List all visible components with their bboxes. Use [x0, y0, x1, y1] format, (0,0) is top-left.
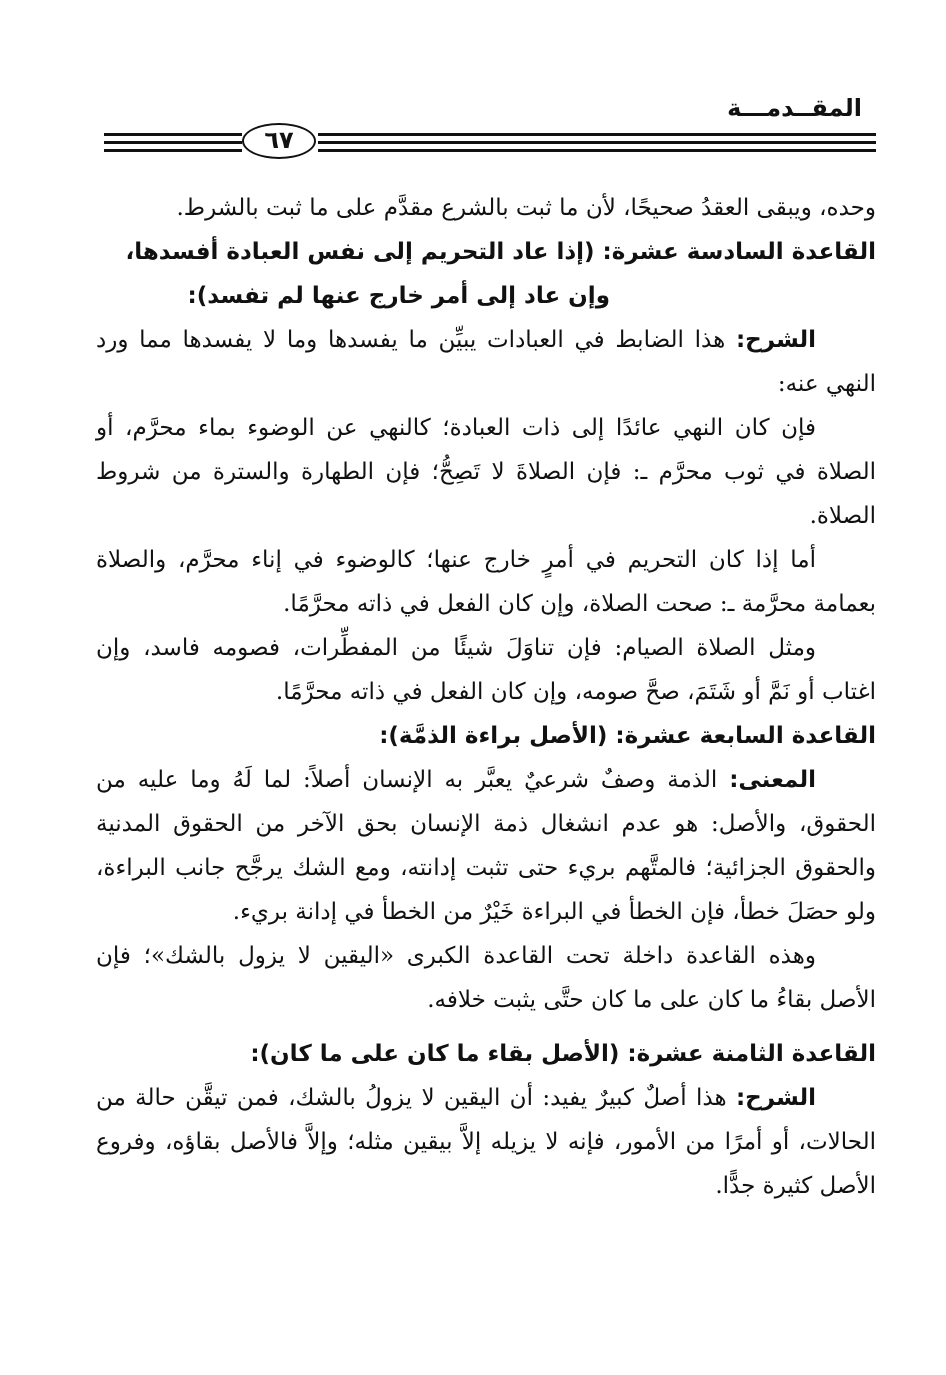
rule-16-heading	[96, 230, 876, 318]
rule-17-heading: القاعدة السابعة عشرة: (الأصل براءة الذمَّة):	[379, 723, 876, 749]
header-rule	[318, 149, 876, 152]
paragraph-text: هذا الضابط في العبادات يبيِّن ما يفسدها وما لا يفسدها مما ورد النهي عنه:	[96, 327, 876, 397]
paragraph	[96, 318, 876, 406]
paragraph-lead: الشرح:	[735, 327, 816, 353]
paragraph-lead: الشرح:	[735, 1085, 816, 1111]
paragraph: فإن كان النهي عائدًا إلى ذات العبادة؛ كالنهي عن الوضوء بماء محرَّم، أو الصلاة في ثوب محرَّم ـ: فإن الصلاةَ لا تَصِحُّ؛ فإن الطهارة والسترة من شروط الصلاة.	[96, 415, 876, 529]
rule-16-heading-line-2: وإن عاد إلى أمر خارج عنها لم تفسد):	[187, 283, 610, 309]
paragraph-text: الذمة وصفٌ شرعيٌ يعبَّر به الإنسان أصلاً: لما لَهُ وما عليه من الحقوق، والأصل: هو عدم انشغال ذمة الإنسان بحق الآخر من الحقوق المدنية والحقوق الجزائية؛ فالمتَّهم بريء حتى تثبت إدانته، ومع الشك يرجَّح جانب البراءة، ولو حصَلَ خطأ، فإن الخطأ في البراءة خَيْرٌ من الخطأ في إدانة بريء.	[96, 767, 876, 925]
header-rule	[104, 149, 242, 152]
rule-18-heading: القاعدة الثامنة عشرة: (الأصل بقاء ما كان على ما كان):	[250, 1041, 876, 1067]
paragraph: أما إذا كان التحريم في أمرٍ خارج عنها؛ كالوضوء في إناء محرَّم، والصلاة بعمامة محرَّمة ـ: صحت الصلاة، وإن كان الفعل في ذاته محرَّمًا.	[96, 547, 876, 617]
running-title: المقــدمـــة	[727, 94, 862, 122]
header-rule	[104, 141, 242, 144]
page-number: ٦٧	[242, 123, 316, 159]
paragraph: ومثل الصلاة الصيام: فإن تناوَلَ شيئًا من المفطِّرات، فصومه فاسد، وإن اغتاب أو نَمَّ أو شَتَمَ، صحَّ صومه، وإن كان الفعل في ذاته محرَّمًا.	[96, 635, 876, 705]
header-rule	[318, 133, 876, 136]
paragraph	[96, 1076, 876, 1208]
paragraph-text: هذا أصلٌ كبيرٌ يفيد: أن اليقين لا يزولُ بالشك، فمن تيقَّن حالة من الحالات، أو أمرًا من الأمور، فإنه لا يزيله إلاَّ بيقين مثله؛ وإلاَّ فالأصل بقاؤه، وفروع الأصل كثيرة جدًّا.	[96, 1085, 876, 1199]
rule-16-heading-line-1: القاعدة السادسة عشرة: (إذا عاد التحريم إلى نفس العبادة أفسدها،	[125, 239, 876, 265]
paragraph	[96, 758, 876, 934]
page-body	[96, 186, 876, 1208]
header-rule	[104, 133, 242, 136]
paragraph: وحده، ويبقى العقدُ صحيحًا، لأن ما ثبت بالشرع مقدَّم على ما ثبت بالشرط.	[176, 195, 876, 221]
paragraph: وهذه القاعدة داخلة تحت القاعدة الكبرى «اليقين لا يزول بالشك»؛ فإن الأصل بقاءُ ما كان على ما كان حتَّى يثبت خلافه.	[96, 943, 876, 1013]
header-rule	[318, 141, 876, 144]
paragraph-lead: المعنى:	[729, 767, 816, 793]
